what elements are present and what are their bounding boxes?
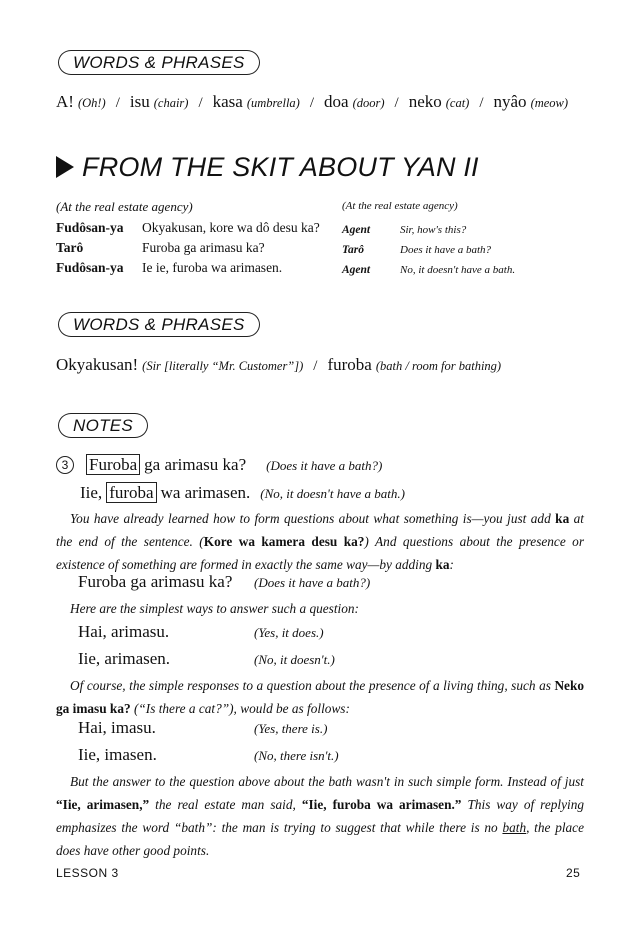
skit-row-en (342, 221, 466, 237)
example-en: (No, there isn't.) (254, 748, 339, 763)
vocab-en: (door) (352, 96, 385, 110)
separator: / (115, 95, 120, 111)
vocab-jp: kasa (212, 92, 243, 111)
example-en: (Yes, it does.) (254, 625, 324, 640)
separator: / (198, 95, 203, 111)
skit-heading-text: FROM THE SKIT ABOUT YAN II (82, 152, 479, 182)
note-example (78, 649, 335, 669)
bold-term: ka (435, 557, 450, 572)
paragraph-text: Of course, the simple responses to a question about the presence of a living thing, such as (70, 678, 555, 693)
words-phrases-label: WORDS & PHRASES (58, 312, 260, 337)
bold-term: Neko ga imasu ka? (56, 678, 584, 716)
triangle-bullet-icon (56, 156, 74, 178)
separator: / (313, 358, 318, 374)
note-example (78, 572, 370, 592)
skit-speaker: Tarô (56, 240, 84, 255)
skit-row (56, 260, 282, 276)
vocab-line (56, 355, 501, 375)
skit-row (56, 220, 320, 236)
example-jp: Furoba ga arimasu ka? (78, 572, 233, 591)
vocab-jp: isu (129, 92, 150, 111)
bold-term: “Iie, arimasen,” (56, 797, 150, 812)
bold-term: ka (555, 511, 570, 526)
paragraph-text: : (449, 557, 454, 572)
paragraph-text: ) And questions about the presence or existence of something are formed in exactly the same way—by adding (56, 534, 584, 572)
example-en: (No, it doesn't have a bath.) (260, 486, 405, 501)
paragraph-text: the real estate man said, (149, 797, 302, 812)
skit-line: Okyakusan, kore wa dô desu ka? (142, 220, 320, 235)
paragraph-text: (“Is there a cat?”), would be as follows: (130, 701, 350, 716)
vocab-en: (cat) (445, 96, 470, 110)
note-paragraph (70, 597, 584, 620)
note-paragraph (56, 770, 584, 862)
separator: / (479, 95, 484, 111)
note-example (78, 622, 324, 642)
skit-speaker-en: Agent (342, 264, 371, 276)
vocab-en: (Oh!) (77, 96, 106, 110)
paragraph-text: Here are the simplest ways to answer such a question: (70, 601, 359, 616)
vocab-en: (chair) (153, 96, 189, 110)
example-jp: Hai, arimasu. (78, 622, 170, 641)
vocab-line (56, 92, 568, 112)
vocab-en: (Sir [literally “Mr. Customer”]) (142, 359, 304, 373)
skit-speaker: Fudôsan-ya (56, 260, 124, 275)
vocab-jp: doa (324, 92, 349, 111)
example-en: (Yes, there is.) (254, 721, 328, 736)
note-paragraph (56, 507, 584, 576)
bold-term: “Iie, furoba wa arimasen.” (301, 797, 462, 812)
note-example (56, 455, 382, 475)
skit-speaker-en: Agent (342, 224, 371, 236)
skit-line-en: Sir, how's this? (400, 224, 467, 236)
example-jp: wa arimasen. (160, 483, 251, 502)
boxed-word: Furoba (86, 454, 140, 475)
paragraph-text: You have already learned how to form questions about what something is—you just add (70, 511, 556, 526)
note-example (78, 718, 327, 738)
paragraph-text: , the place does have other good points. (56, 820, 584, 858)
separator: / (394, 95, 399, 111)
skit-speaker: Fudôsan-ya (56, 220, 124, 235)
words-phrases-label: WORDS & PHRASES (58, 50, 260, 75)
skit-line: Furoba ga arimasu ka? (142, 240, 265, 255)
skit-row (56, 240, 265, 256)
note-number: 3 (56, 456, 74, 474)
example-en: (Does it have a bath?) (266, 458, 383, 473)
vocab-en: (umbrella) (246, 96, 300, 110)
example-jp: ga arimasu ka? (144, 455, 247, 474)
example-jp: Iie, arimasen. (78, 649, 171, 668)
lesson-label: LESSON 3 (56, 866, 119, 880)
paragraph-text: This way of replying emphasizes the word “bath”: the man is trying to suggest that while there is no (56, 797, 584, 835)
skit-line: Ie ie, furoba wa arimasen. (142, 260, 283, 275)
vocab-en: (bath / room for bathing) (375, 359, 502, 373)
vocab-jp: neko (408, 92, 442, 111)
example-en: (Does it have a bath?) (254, 575, 371, 590)
note-example (78, 745, 339, 765)
separator: / (309, 95, 315, 111)
underlined-term: bath (502, 820, 527, 835)
skit-line-en: No, it doesn't have a bath. (400, 264, 516, 276)
example-jp: Hai, imasu. (78, 718, 156, 737)
bold-term: Kore wa kamera desu ka? (203, 534, 365, 549)
vocab-jp: furoba (327, 355, 372, 374)
notes-label: NOTES (58, 413, 148, 438)
note-paragraph (56, 674, 584, 720)
skit-heading (56, 152, 479, 183)
skit-speaker-en: Tarô (342, 244, 364, 256)
skit-setting-en: (At the real estate agency) (342, 200, 458, 212)
skit-setting-jp: (At the real estate agency) (56, 199, 193, 214)
note-example (80, 483, 405, 503)
skit-row-en (342, 261, 515, 277)
paragraph-text: But the answer to the question above about the bath wasn't in such simple form. Instead of just (70, 774, 584, 789)
boxed-word: furoba (106, 482, 156, 503)
vocab-jp: A! (56, 92, 74, 111)
example-jp: Iie, imasen. (78, 745, 157, 764)
skit-row-en (342, 241, 491, 257)
example-en: (No, it doesn't.) (254, 652, 335, 667)
vocab-en: (meow) (530, 96, 569, 110)
vocab-jp: nyâo (493, 92, 527, 111)
paragraph-text: at the end of the sentence. ( (56, 511, 584, 549)
vocab-jp: Okyakusan! (56, 355, 139, 374)
skit-line-en: Does it have a bath? (400, 244, 492, 256)
page-number: 25 (566, 866, 581, 880)
example-jp: Iie, (80, 483, 103, 502)
